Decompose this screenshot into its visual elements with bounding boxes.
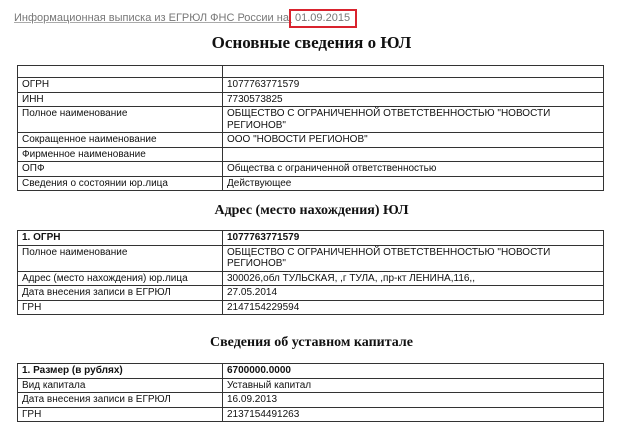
table-row	[18, 300, 604, 315]
extract-date: 01.09.2015	[289, 9, 357, 28]
row-label: ГРН	[18, 300, 223, 315]
table-row	[18, 231, 604, 246]
row-label: Дата внесения записи в ЕГРЮЛ	[18, 393, 223, 408]
row-label: Полное наименование	[18, 245, 223, 271]
table-row	[18, 364, 604, 379]
row-value: 6700000.0000	[223, 364, 604, 379]
table-row	[18, 176, 604, 191]
row-label: ИНН	[18, 92, 223, 107]
row-label: Сокращенное наименование	[18, 133, 223, 148]
table-row	[18, 407, 604, 422]
row-label: ГРН	[18, 407, 223, 422]
main-info-table	[17, 65, 604, 191]
row-value: ООО "НОВОСТИ РЕГИОНОВ"	[223, 133, 604, 148]
table-spacer-row	[18, 66, 604, 78]
row-value: 1077763771579	[223, 231, 604, 246]
address-table	[17, 230, 604, 315]
extract-header	[14, 9, 357, 28]
table-row	[18, 92, 604, 107]
row-label: Вид капитала	[18, 378, 223, 393]
section-title-address: Адрес (место нахождения) ЮЛ	[214, 203, 409, 218]
table-row	[18, 245, 604, 271]
row-value: Уставный капитал	[223, 378, 604, 393]
row-value: 300026,обл ТУЛЬСКАЯ, ,г ТУЛА, ,пр-кт ЛЕНИНА,116,,	[223, 271, 604, 286]
row-label: ОГРН	[18, 78, 223, 93]
row-label: 1. ОГРН	[18, 231, 223, 246]
row-value: 1077763771579	[223, 78, 604, 93]
row-value: 2137154491263	[223, 407, 604, 422]
row-label: Полное наименование	[18, 107, 223, 133]
table-row	[18, 286, 604, 301]
row-label: Сведения о состоянии юр.лица	[18, 176, 223, 191]
row-label: Фирменное наименование	[18, 147, 223, 162]
section-title-main: Основные сведения о ЮЛ	[211, 33, 412, 52]
row-value: 2147154229594	[223, 300, 604, 315]
row-value: Общества с ограниченной ответственностью	[223, 162, 604, 177]
table-row	[18, 393, 604, 408]
table-row	[18, 147, 604, 162]
row-value: ОБЩЕСТВО С ОГРАНИЧЕННОЙ ОТВЕТСТВЕННОСТЬЮ "НОВОСТИ РЕГИОНОВ"	[223, 107, 604, 133]
row-label: Адрес (место нахождения) юр.лица	[18, 271, 223, 286]
table-row	[18, 78, 604, 93]
header-text: Информационная выписка из ЕГРЮЛ ФНС России на	[14, 12, 289, 24]
table-row	[18, 271, 604, 286]
table-row	[18, 133, 604, 148]
row-value: 16.09.2013	[223, 393, 604, 408]
row-value	[223, 147, 604, 162]
row-label: ОПФ	[18, 162, 223, 177]
row-value: ОБЩЕСТВО С ОГРАНИЧЕННОЙ ОТВЕТСТВЕННОСТЬЮ "НОВОСТИ РЕГИОНОВ"	[223, 245, 604, 271]
table-row	[18, 107, 604, 133]
row-value: Действующее	[223, 176, 604, 191]
row-value: 27.05.2014	[223, 286, 604, 301]
capital-table	[17, 363, 604, 422]
table-row	[18, 378, 604, 393]
table-row	[18, 162, 604, 177]
section-title-capital: Сведения об уставном капитале	[210, 335, 413, 350]
row-label: 1. Размер (в рублях)	[18, 364, 223, 379]
row-value: 7730573825	[223, 92, 604, 107]
row-label: Дата внесения записи в ЕГРЮЛ	[18, 286, 223, 301]
